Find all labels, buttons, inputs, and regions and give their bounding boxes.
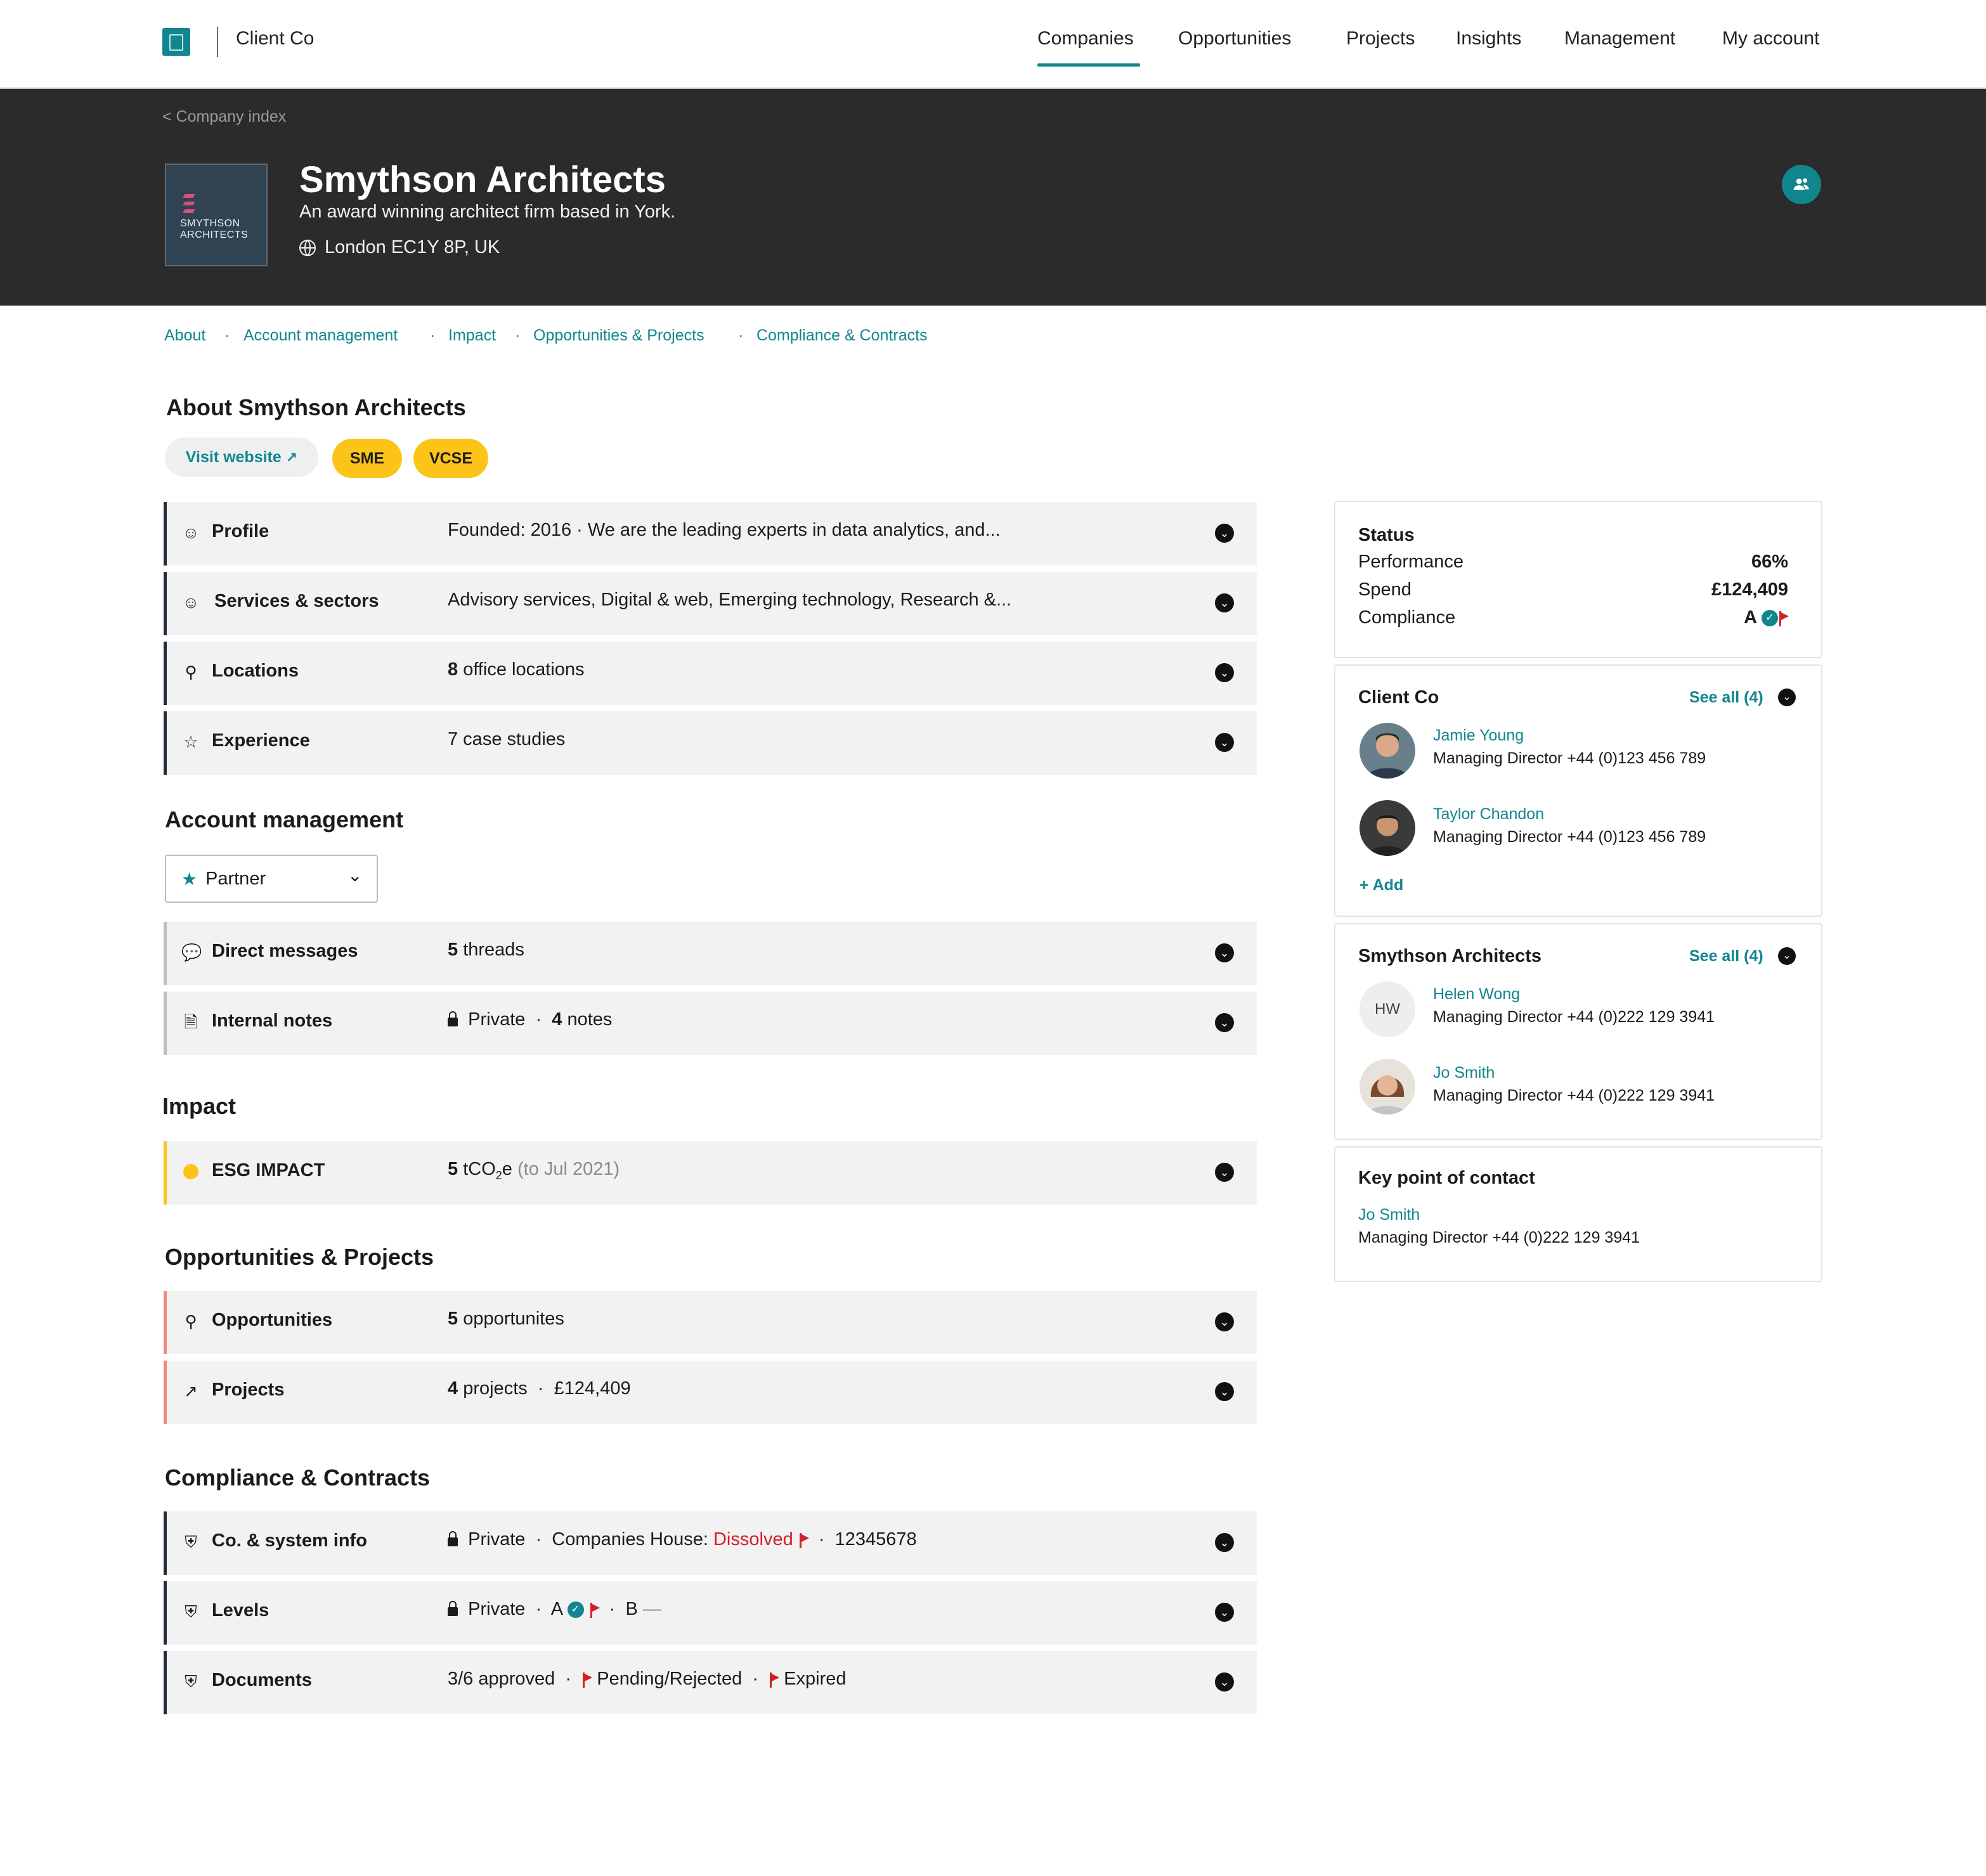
tag-vcse: VCSE	[413, 439, 488, 478]
key-contact-name[interactable]: Jo Smith	[1358, 1206, 1420, 1224]
chevron-down-icon: ⌄	[347, 865, 363, 885]
shield-icon: ⛨	[185, 1672, 197, 1691]
star-icon: ☆	[183, 732, 198, 751]
spend-label: Spend	[1358, 579, 1412, 600]
lock-icon	[448, 1018, 458, 1026]
nav-my-account[interactable]: My account	[1722, 28, 1820, 49]
company-system-info-row[interactable]	[164, 1511, 1257, 1575]
red-flag-icon	[581, 1672, 592, 1686]
row-value: 3/6 approved · Pending/Rejected · Expired	[448, 1669, 847, 1689]
expand-chevron-icon[interactable]: ⌄	[1215, 1603, 1234, 1622]
tag-sme: SME	[332, 439, 402, 478]
check-icon: ✓	[1762, 610, 1778, 626]
expand-chevron-icon[interactable]: ⌄	[1215, 1382, 1234, 1401]
locations-row[interactable]	[164, 642, 1257, 705]
row-label: Co. & system info	[212, 1530, 367, 1551]
breadcrumb-company-index[interactable]: < Company index	[162, 108, 287, 126]
esg-impact-row[interactable]	[164, 1141, 1257, 1205]
client-expand-chevron-icon[interactable]: ⌄	[1778, 689, 1796, 706]
row-label: Internal notes	[212, 1011, 333, 1031]
expand-chevron-icon[interactable]: ⌄	[1215, 1312, 1234, 1331]
brand-divider	[217, 27, 218, 57]
person-icon: ☺	[182, 593, 200, 612]
compliance-label: Compliance	[1358, 607, 1456, 628]
client-see-all-link[interactable]: See all (4)	[1689, 689, 1763, 706]
nav-companies[interactable]: Companies	[1037, 28, 1134, 49]
experience-row[interactable]	[164, 711, 1257, 775]
external-link-icon: ↗	[285, 450, 298, 465]
account-management-heading: Account management	[165, 806, 404, 832]
row-label: Profile	[212, 521, 269, 541]
avatar-initials: HW	[1360, 981, 1415, 1037]
visit-website-label: Visit website	[185, 448, 282, 466]
avatar	[1360, 723, 1415, 779]
contact-name[interactable]: Jo Smith	[1433, 1064, 1495, 1082]
compliance-contracts-heading: Compliance & Contracts	[165, 1465, 431, 1491]
opportunities-projects-heading: Opportunities & Projects	[165, 1244, 434, 1270]
red-flag-icon	[589, 1603, 599, 1617]
row-value: Private · A ✓ · B —	[448, 1599, 661, 1620]
key-contact-title: Key point of contact	[1358, 1168, 1535, 1188]
services-sectors-row[interactable]	[164, 572, 1257, 635]
row-label: Experience	[212, 730, 310, 751]
status-title: Status	[1358, 525, 1415, 545]
yellow-dot-icon	[181, 1160, 200, 1183]
lock-icon	[448, 1537, 458, 1546]
internal-notes-row[interactable]	[164, 992, 1257, 1055]
avatar	[1360, 800, 1415, 856]
projects-row[interactable]	[164, 1361, 1257, 1424]
person-icon: ☺	[182, 523, 200, 542]
contact-role: Managing Director +44 (0)222 129 3941	[1433, 1087, 1715, 1104]
expand-chevron-icon[interactable]: ⌄	[1215, 1533, 1234, 1552]
client-contacts-card	[1334, 664, 1822, 917]
expand-chevron-icon[interactable]: ⌄	[1215, 524, 1234, 543]
row-value: Private · 4 notes	[448, 1009, 612, 1030]
company-logo-text: SMYTHSON ARCHITECTS	[180, 218, 249, 240]
lightbulb-icon: ⚲	[185, 1312, 197, 1331]
row-label: Levels	[212, 1600, 269, 1620]
row-value: Founded: 2016 · We are the leading experts in data analytics, and...	[448, 520, 1001, 540]
row-value: 8 office locations	[448, 659, 585, 680]
row-value: 5 threads	[448, 940, 524, 960]
row-label: Locations	[212, 661, 299, 681]
company-contacts-card	[1334, 923, 1822, 1140]
avatar	[1360, 1059, 1415, 1115]
contact-role: Managing Director +44 (0)123 456 789	[1433, 828, 1706, 846]
shield-icon: ⛨	[185, 1532, 197, 1551]
performance-value: 66%	[1751, 552, 1788, 572]
company-see-all-link[interactable]: See all (4)	[1689, 947, 1763, 965]
opportunities-row[interactable]	[164, 1291, 1257, 1354]
red-flag-icon	[1778, 611, 1788, 625]
lock-icon	[448, 1607, 458, 1616]
key-contact-role: Managing Director +44 (0)222 129 3941	[1358, 1229, 1640, 1246]
anchor-separator: ·	[738, 327, 744, 344]
app-logo-icon[interactable]	[162, 28, 190, 56]
expand-chevron-icon[interactable]: ⌄	[1215, 733, 1234, 752]
contact-name[interactable]: Helen Wong	[1433, 985, 1521, 1003]
follow-company-button[interactable]	[1782, 165, 1821, 204]
expand-chevron-icon[interactable]: ⌄	[1215, 1672, 1234, 1692]
contact-name[interactable]: Jamie Young	[1433, 727, 1524, 744]
anchor-separator: ·	[430, 327, 436, 344]
company-card-title: Smythson Architects	[1358, 946, 1541, 966]
company-header	[0, 89, 1986, 306]
anchor-about[interactable]: About	[164, 327, 206, 344]
shield-icon: ⛨	[185, 1602, 197, 1621]
anchor-impact[interactable]: Impact	[448, 327, 496, 344]
check-icon: ✓	[568, 1601, 584, 1618]
levels-row[interactable]	[164, 1581, 1257, 1645]
company-logo	[165, 164, 268, 266]
direct-messages-row[interactable]	[164, 922, 1257, 985]
add-contact-link[interactable]: + Add	[1360, 876, 1404, 894]
anchor-separator: ·	[224, 327, 230, 344]
nav-projects[interactable]: Projects	[1346, 28, 1415, 49]
chat-bubble-icon: 💬	[181, 943, 202, 962]
company-title: Smythson Architects	[299, 159, 666, 200]
company-location: London EC1Y 8P, UK	[325, 237, 500, 257]
row-value: Advisory services, Digital & web, Emerging technology, Research &...	[448, 590, 1012, 610]
brand-name[interactable]: Client Co	[236, 28, 315, 49]
nav-insights[interactable]: Insights	[1456, 28, 1522, 49]
row-value: 4 projects · £124,409	[448, 1378, 631, 1399]
compliance-value: A ✓	[1744, 607, 1788, 628]
users-icon	[1792, 175, 1811, 194]
row-value: 5 tCO$_2$e (to Jul 2021)	[448, 1159, 620, 1182]
row-label: Direct messages	[212, 941, 358, 961]
expand-chevron-icon[interactable]: ⌄	[1215, 1013, 1234, 1032]
row-label: Documents	[212, 1670, 312, 1690]
red-flag-icon	[798, 1533, 808, 1547]
globe-icon	[299, 240, 316, 256]
expand-chevron-icon[interactable]: ⌄	[1215, 593, 1234, 612]
key-contact-card	[1334, 1146, 1822, 1282]
documents-row[interactable]	[164, 1651, 1257, 1714]
contact-role: Managing Director +44 (0)123 456 789	[1433, 749, 1706, 767]
profile-row[interactable]	[164, 502, 1257, 566]
trending-up-icon: ↗	[184, 1381, 198, 1401]
map-pin-icon: ⚲	[185, 663, 197, 682]
star-filled-icon: ★	[181, 869, 198, 889]
row-value: 5 opportunites	[448, 1309, 564, 1329]
document-icon: 🗎	[184, 1012, 198, 1032]
contact-role: Managing Director +44 (0)222 129 3941	[1433, 1008, 1715, 1026]
top-navigation	[0, 0, 1986, 89]
company-tagline: An award winning architect firm based in York.	[299, 202, 676, 222]
anchor-account-management[interactable]: Account management	[243, 327, 398, 344]
client-card-title: Client Co	[1358, 687, 1439, 708]
row-label: Projects	[212, 1380, 285, 1400]
partner-select[interactable]	[165, 855, 378, 903]
red-flag-icon	[769, 1672, 779, 1686]
expand-chevron-icon[interactable]: ⌄	[1215, 663, 1234, 682]
status-card	[1334, 501, 1822, 658]
anchor-separator: ·	[515, 327, 521, 344]
row-label: ESG IMPACT	[212, 1160, 325, 1181]
visit-website-button[interactable]	[165, 437, 318, 477]
spend-value: £124,409	[1711, 579, 1788, 600]
about-heading: About Smythson Architects	[166, 394, 466, 420]
company-expand-chevron-icon[interactable]: ⌄	[1778, 947, 1796, 965]
expand-chevron-icon[interactable]: ⌄	[1215, 943, 1234, 962]
impact-heading: Impact	[162, 1093, 237, 1119]
active-nav-indicator	[1037, 63, 1140, 67]
nav-opportunities[interactable]: Opportunities	[1178, 28, 1292, 49]
row-value: Private · Companies House: Dissolved · 12345678	[448, 1529, 917, 1550]
expand-chevron-icon[interactable]: ⌄	[1215, 1163, 1234, 1182]
row-value: 7 case studies	[448, 729, 566, 749]
row-label: Opportunities	[212, 1310, 333, 1330]
performance-label: Performance	[1358, 552, 1464, 572]
row-label: Services & sectors	[214, 591, 379, 611]
contact-name[interactable]: Taylor Chandon	[1433, 805, 1545, 823]
partner-select-value: Partner	[205, 869, 266, 889]
anchor-compliance-contracts[interactable]: Compliance & Contracts	[756, 327, 928, 344]
anchor-opportunities-projects[interactable]: Opportunities & Projects	[533, 327, 704, 344]
nav-management[interactable]: Management	[1564, 28, 1676, 49]
